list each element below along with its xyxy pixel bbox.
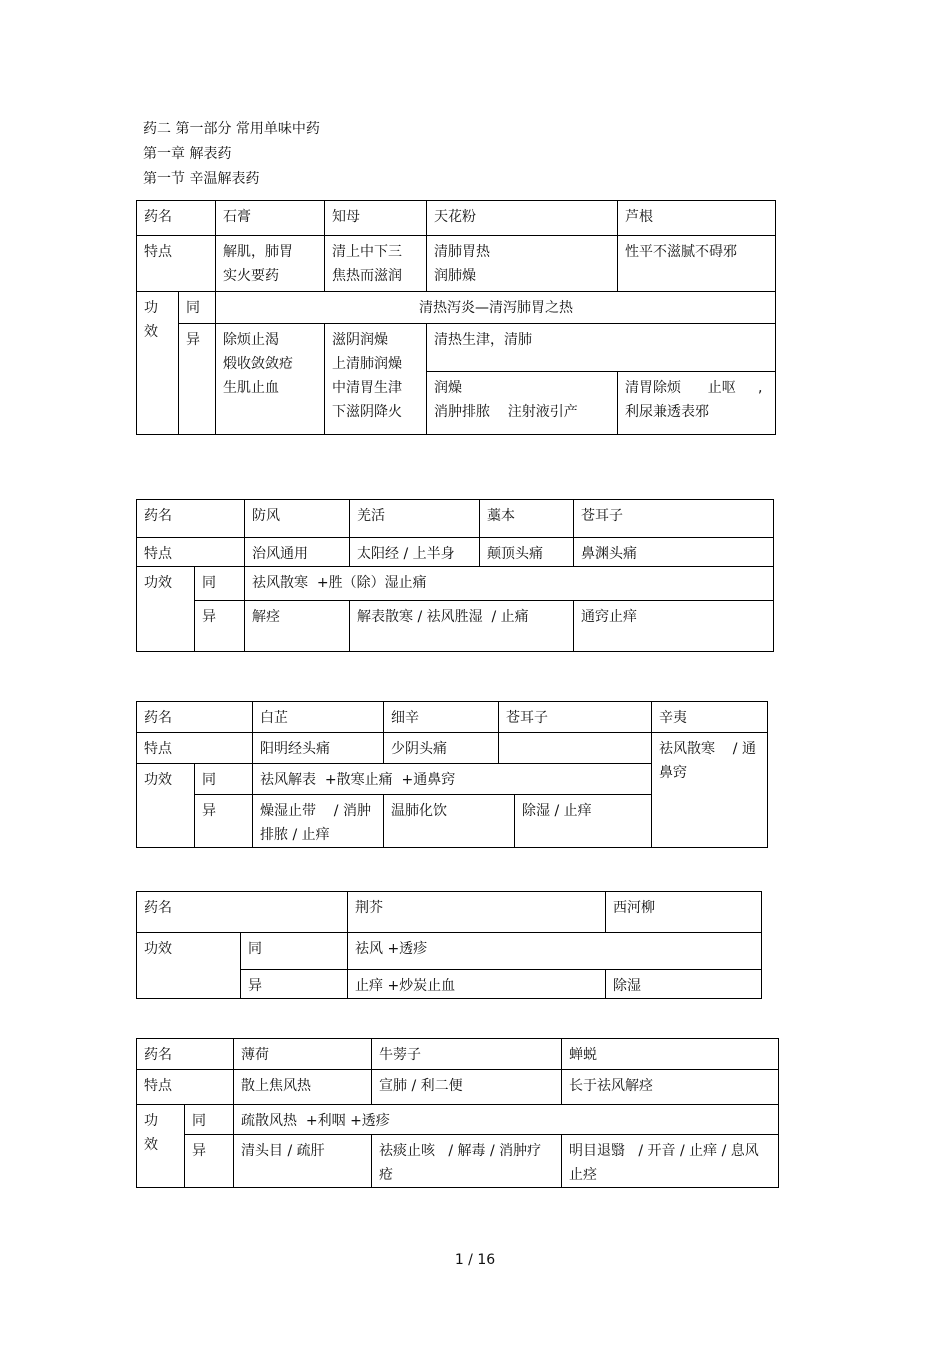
herb-name: 羌活 <box>350 500 480 538</box>
label-same: 同 <box>179 292 216 324</box>
feature-cell: 解肌，肺胃 实火要药 <box>216 236 325 292</box>
label-name: 药名 <box>137 702 253 733</box>
diff-effect: 除湿 <box>606 970 762 999</box>
feature-cell <box>499 733 652 764</box>
label-same: 同 <box>185 1105 234 1135</box>
herb-name: 苍耳子 <box>574 500 774 538</box>
diff-effect: 清头目 / 疏肝 <box>234 1135 372 1188</box>
diff-effect: 除湿 / 止痒 <box>515 795 652 848</box>
feature-cell: 祛风散寒 / 通 鼻窍 <box>652 733 768 848</box>
label-same: 同 <box>195 764 253 795</box>
herb-table-2 <box>136 499 774 652</box>
label-same: 同 <box>195 567 245 601</box>
label-name: 药名 <box>137 1039 234 1070</box>
herb-table-3 <box>136 701 768 848</box>
feature-cell: 宣肺 / 利二便 <box>372 1070 562 1105</box>
herb-table-1 <box>136 200 776 435</box>
herb-name: 荆芥 <box>348 892 606 933</box>
herb-name: 石膏 <box>216 201 325 236</box>
herb-name: 苍耳子 <box>499 702 652 733</box>
diff-effect: 滋阴润燥 上清肺润燥 中清胃生津 下滋阴降火 <box>325 324 427 435</box>
label-name: 药名 <box>137 892 348 933</box>
label-effect: 功效 <box>137 567 195 652</box>
label-same: 同 <box>241 933 348 970</box>
label-feature: 特点 <box>137 733 253 764</box>
diff-effect: 通窍止痒 <box>574 601 774 652</box>
label-diff: 异 <box>195 601 245 652</box>
feature-cell: 颠顶头痛 <box>480 538 574 567</box>
herb-name: 藁本 <box>480 500 574 538</box>
herb-table-4 <box>136 891 762 999</box>
herb-name: 辛夷 <box>652 702 768 733</box>
feature-cell: 少阴头痛 <box>384 733 499 764</box>
feature-cell: 鼻渊头痛 <box>574 538 774 567</box>
label-feature: 特点 <box>137 1070 234 1105</box>
label-name: 药名 <box>137 500 245 538</box>
diff-effect: 祛痰止咳 / 解毒 / 消肿疗 疮 <box>372 1135 562 1188</box>
herb-name: 细辛 <box>384 702 499 733</box>
feature-cell: 长于祛风解痉 <box>562 1070 779 1105</box>
diff-effect: 清热生津，清肺 <box>427 324 776 372</box>
feature-cell: 散上焦风热 <box>234 1070 372 1105</box>
herb-name: 蝉蜕 <box>562 1039 779 1070</box>
diff-effect: 解表散寒 / 祛风胜湿 / 止痛 <box>350 601 574 652</box>
diff-effect: 解痉 <box>245 601 350 652</box>
heading-part: 药二 第一部分 常用单味中药 <box>143 121 320 137</box>
herb-name: 知母 <box>325 201 427 236</box>
diff-effect: 温肺化饮 <box>384 795 515 848</box>
label-effect: 功效 <box>137 764 195 848</box>
herb-name: 防风 <box>245 500 350 538</box>
label-effect: 功 效 <box>137 292 179 435</box>
herb-name: 牛蒡子 <box>372 1039 562 1070</box>
label-effect: 功效 <box>137 933 241 999</box>
page-number: 1 / 16 <box>454 1252 496 1268</box>
label-feature: 特点 <box>137 538 245 567</box>
herb-name: 芦根 <box>618 201 776 236</box>
label-diff: 异 <box>195 795 253 848</box>
herb-name: 西河柳 <box>606 892 762 933</box>
feature-cell: 清肺胃热 润肺燥 <box>427 236 618 292</box>
label-effect: 功 效 <box>137 1105 185 1188</box>
herb-name: 薄荷 <box>234 1039 372 1070</box>
feature-cell: 太阳经 / 上半身 <box>350 538 480 567</box>
heading-chapter: 第一章 解表药 <box>143 146 232 162</box>
diff-effect: 止痒 +炒炭止血 <box>348 970 606 999</box>
same-effect: 祛风 +透疹 <box>348 933 762 970</box>
feature-cell: 清上中下三 焦热而滋润 <box>325 236 427 292</box>
label-diff: 异 <box>241 970 348 999</box>
label-name: 药名 <box>137 201 216 236</box>
same-effect: 祛风解表 +散寒止痛 +通鼻窍 <box>253 764 652 795</box>
diff-effect: 明目退翳 / 开音 / 止痒 / 息风 止痉 <box>562 1135 779 1188</box>
herb-name: 白芷 <box>253 702 384 733</box>
feature-cell: 阳明经头痛 <box>253 733 384 764</box>
herb-name: 天花粉 <box>427 201 618 236</box>
label-diff: 异 <box>179 324 216 435</box>
same-effect: 疏散风热 +利咽 +透疹 <box>234 1105 779 1135</box>
feature-cell: 性平不滋腻不碍邪 <box>618 236 776 292</box>
heading-section: 第一节 辛温解表药 <box>143 171 260 187</box>
diff-effect: 燥湿止带 / 消肿 排脓 / 止痒 <box>253 795 384 848</box>
same-effect: 祛风散寒 +胜（除）湿止痛 <box>245 567 774 601</box>
feature-cell: 治风通用 <box>245 538 350 567</box>
label-diff: 异 <box>185 1135 234 1188</box>
label-feature: 特点 <box>137 236 216 292</box>
diff-effect: 除烦止渴 煅收敛敛疮 生肌止血 <box>216 324 325 435</box>
diff-effect: 润燥 消肿排脓 注射液引产 <box>427 372 618 435</box>
same-effect: 清热泻炎—清泻肺胃之热 <box>216 292 776 324</box>
herb-table-5 <box>136 1038 779 1188</box>
diff-effect: 清胃除烦 止呕 , 利尿兼透表邪 <box>618 372 776 435</box>
